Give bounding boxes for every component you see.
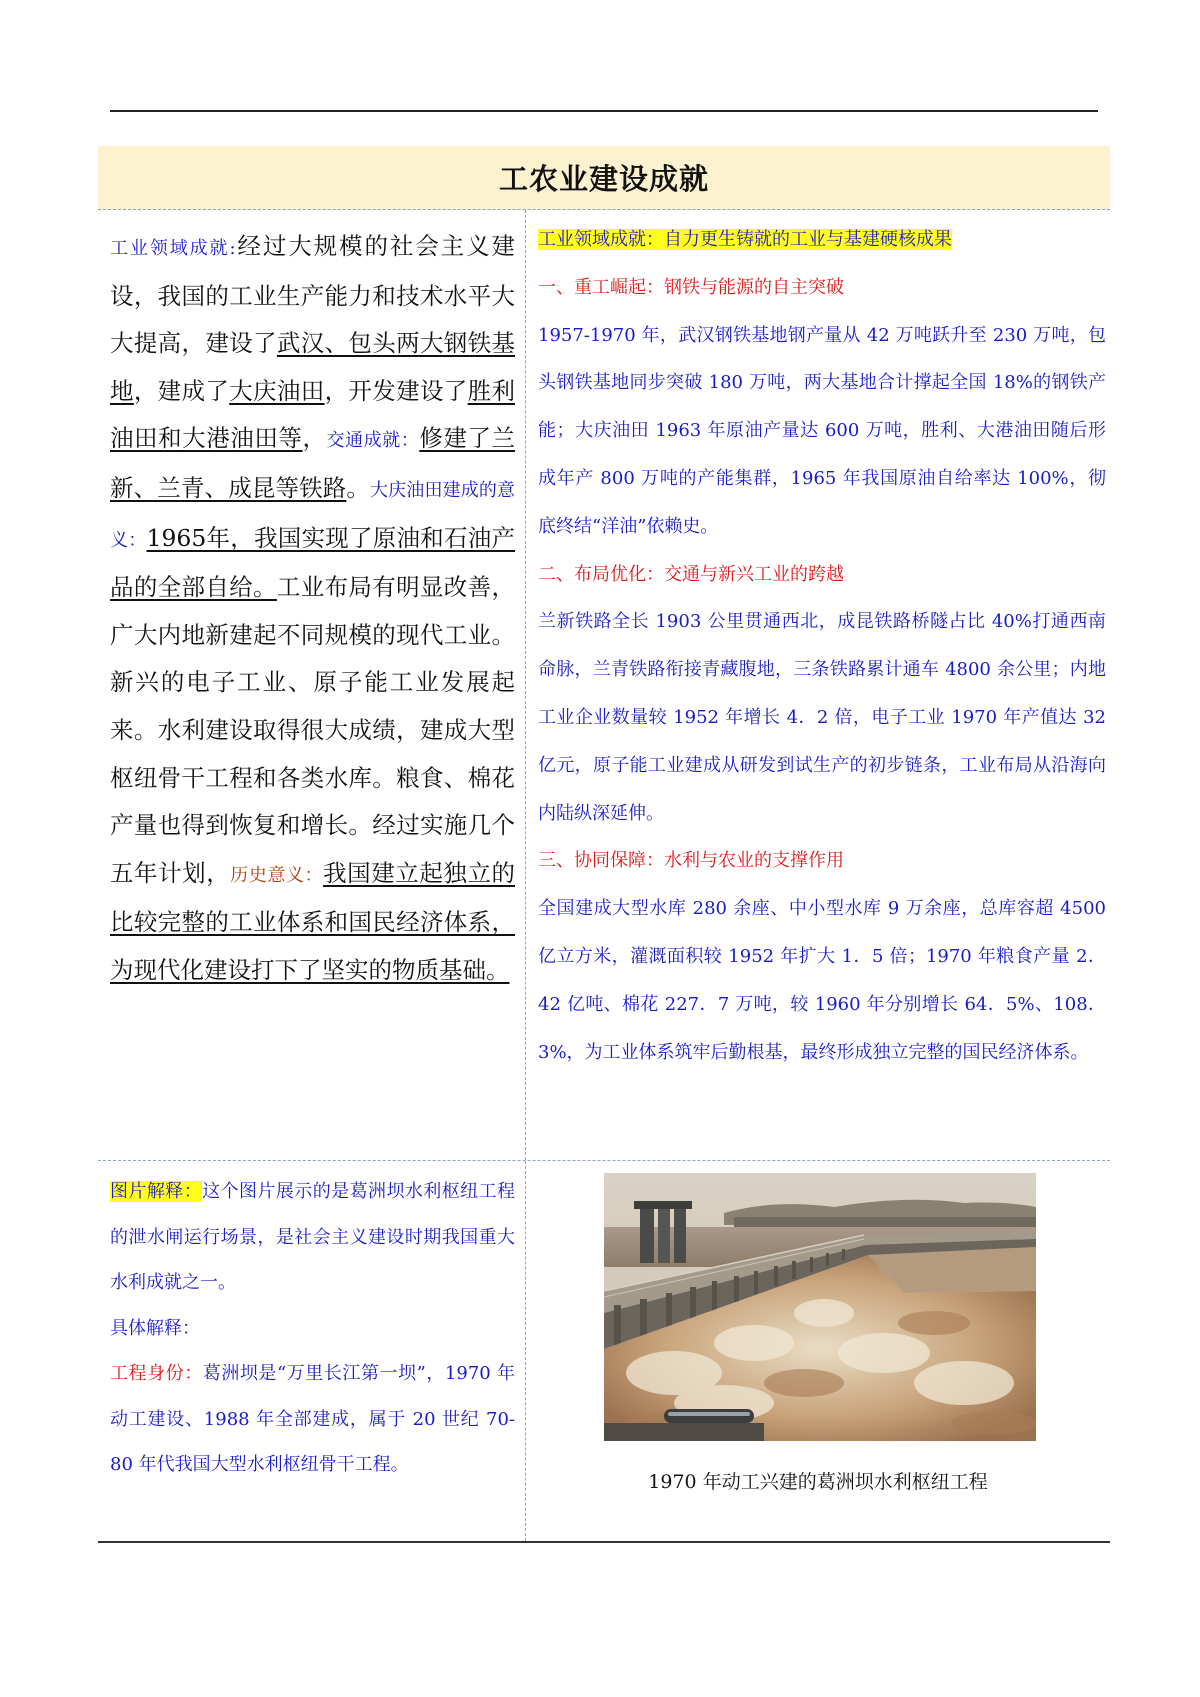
section-heading: 一、重工崛起：钢铁与能源的自主突破 [538, 276, 844, 298]
picture-notes-label: 图片解释： [110, 1181, 203, 1202]
detail-article [526, 210, 1110, 1076]
detail-heading: 工业领域成就：自力更生铸就的工业与基建硬核成果 [538, 229, 952, 250]
picture-row [98, 1161, 1110, 1543]
summary-text: ， [302, 424, 327, 453]
section-heading: 三、协同保障：水利与农业的支撑作用 [538, 850, 844, 872]
summary-text: ，建成了 [133, 376, 230, 405]
section-heading: 二、布局优化：交通与新兴工业的跨越 [538, 563, 844, 585]
summary-text: 。 [346, 473, 371, 502]
summary-text: 经过大规模的社会主义建设，我国的工业生产能力和技术水平大大提高，建设了 [110, 232, 515, 358]
label-daqing-meaning: 大庆油田建成的意义： [110, 479, 516, 551]
content-table [98, 146, 1110, 1543]
historical-significance: 我国建立起独立的比较完整的工业体系和国民经济体系，为现代化建设打下了坚实的物质基础。 [110, 858, 516, 984]
picture-notes-cell [98, 1161, 526, 1541]
steel-bases: 武汉、包头两大钢铁基地 [110, 329, 515, 405]
section-text: 全国建成大型水库 280 余座、中小型水库 9 万余座，总库容超 4500 亿立方米，灌溉面积较 1952 年扩大 1．5 倍；1970 年粮食产量 2．42 亿吨、棉花 227．7 万吨，较 1960 年分别增长 64．5%、108．3%，为工业体系筑牢后勤根基，最终形成独立完整的国民经济体系。 [538, 898, 1106, 1063]
label-transport: 交通成就： [326, 430, 420, 452]
page-title: 工农业建设成就 [498, 162, 709, 196]
label-history: 历史意义： [230, 864, 324, 886]
left-summary-cell [98, 210, 526, 1160]
main-row [98, 210, 1110, 1161]
daqing-oilfield: 大庆油田 [229, 376, 325, 405]
summary-text: 工业布局有明显改善，广大内地新建起不同规模的现代工业。新兴的电子工业、原子能工业发展起来。水利建设取得很大成绩，建成大型枢纽骨干工程和各类水库。粮食、棉花产量也得到恢复和增长。经过实施几个五年计划， [110, 573, 515, 887]
identity-label: 工程身份： [110, 1363, 203, 1384]
identity-text: 葛洲坝是“万里长江第一坝”，1970 年动工建设、1988 年全部建成，属于 20 世纪 70-80 年代我国大型水利枢纽骨干工程。 [110, 1363, 515, 1475]
summary-paragraph [98, 210, 525, 995]
oil-self-sufficiency: 1965年，我国实现了原油和石油产品的全部自给。 [110, 523, 516, 602]
section-text: 1957-1970 年，武汉钢铁基地钢产量从 42 万吨跃升至 230 万吨，包头钢铁基地同步突破 180 万吨，两大基地合计撑起全国 18%的钢铁产能；大庆油田 1963 年原油产量达 600 万吨，胜利、大港油田随后形成年产 800 万吨的产能集群，1965 年我国原油自给率达 100%，彻底终结“洋油”依赖史。 [538, 324, 1106, 537]
header-rule [110, 110, 1098, 112]
picture-notes-intro: 这个图片展示的是葛洲坝水利枢纽工程的泄水闸运行场景，是社会主义建设时期我国重大水利成就之一。 [110, 1181, 516, 1293]
railways: 修建了兰新、兰青、成昆等铁路 [110, 424, 516, 502]
label-industry: 工业领域成就: [110, 238, 236, 259]
gezhouba-dam-photo [604, 1173, 1036, 1441]
picture-notes [98, 1161, 525, 1488]
right-detail-cell [526, 210, 1110, 1160]
summary-text: ，开发建设了 [324, 376, 468, 405]
title-row [98, 146, 1110, 210]
section-text: 兰新铁路全长 1903 公里贯通西北，成昆铁路桥隧占比 40%打通西南命脉，兰青铁路衔接青藏腹地，三条铁路累计通车 4800 余公里；内地工业企业数量较 1952 年增长 4．2 倍，电子工业 1970 年产值达 32 亿元，原子能工业建成从研发到试生产的初步链条，工业布局从沿海向内陆纵深延伸。 [538, 611, 1106, 824]
detail-label: 具体解释： [110, 1317, 200, 1339]
photo-caption: 1970 年动工兴建的葛洲坝水利枢纽工程 [648, 1471, 988, 1493]
other-oilfields: 胜利油田和大港油田等 [110, 376, 515, 453]
